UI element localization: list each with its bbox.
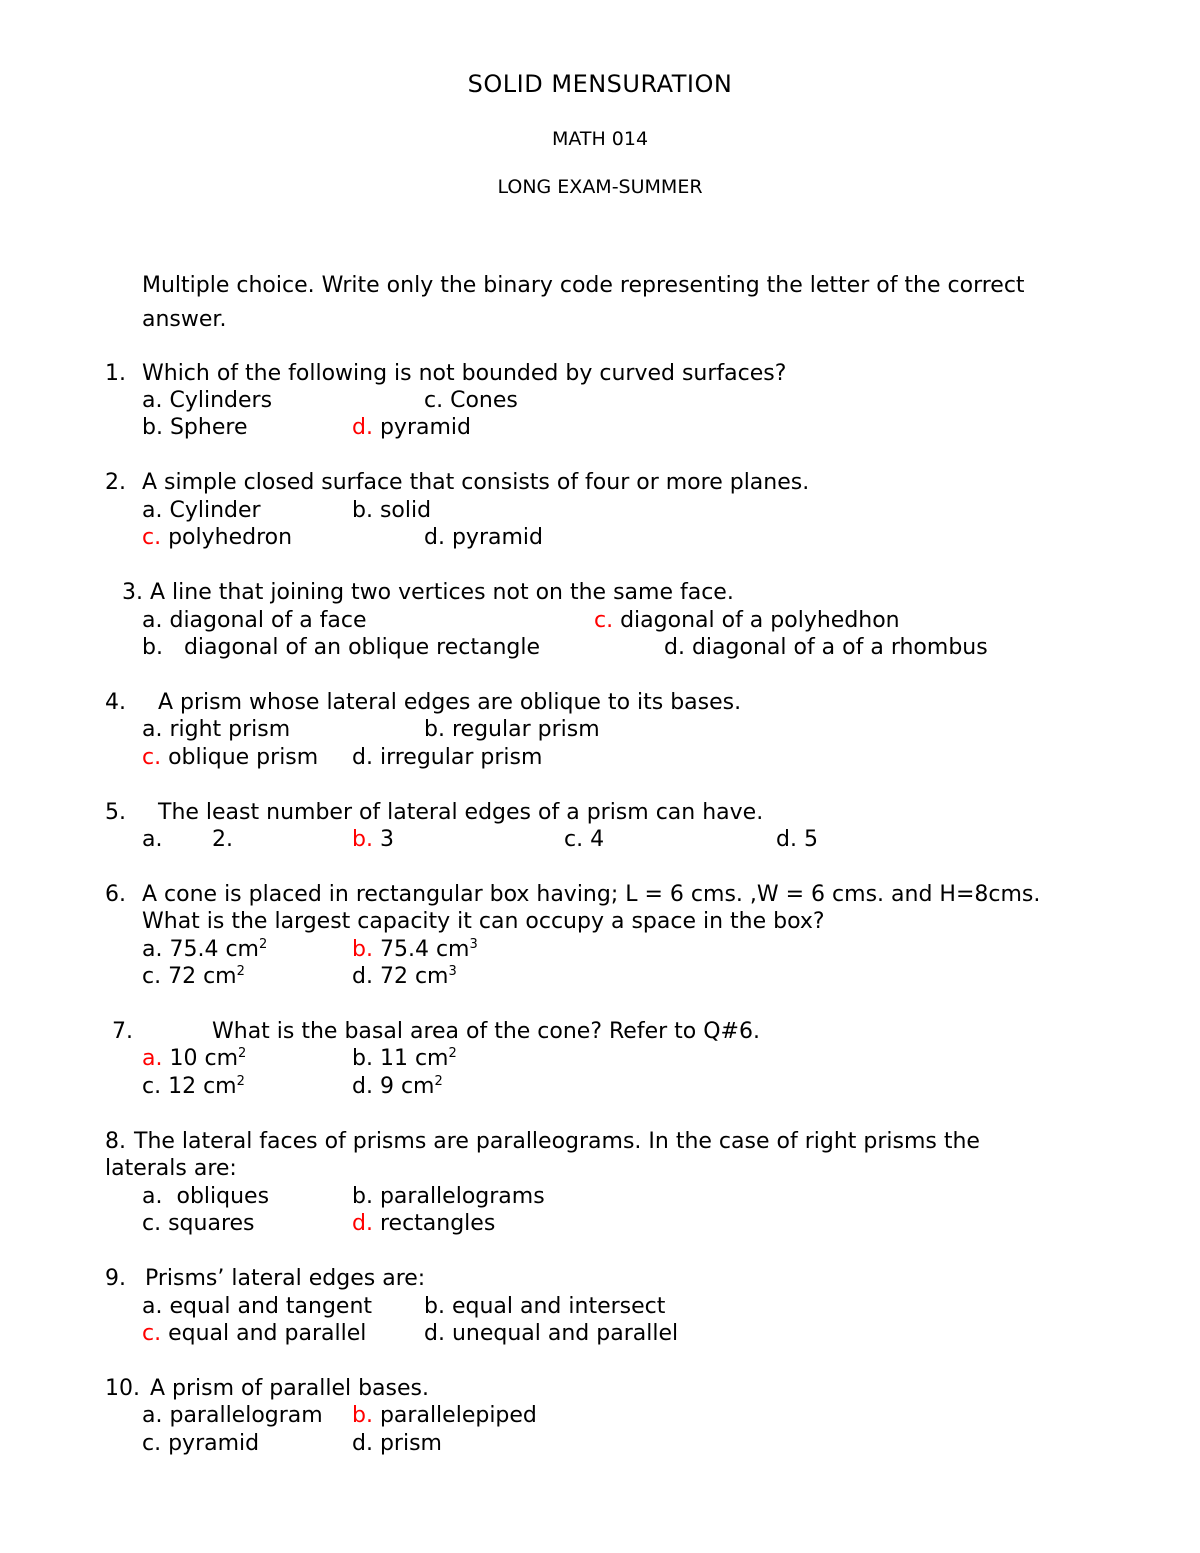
correct-answer-letter: b. [352, 1403, 373, 1428]
option-b [352, 936, 478, 963]
exponent: 2 [238, 1046, 247, 1061]
option-text: Cylinder [169, 498, 261, 523]
option-d [352, 1430, 442, 1457]
option-text: 3 [379, 827, 394, 852]
option-b [142, 634, 540, 661]
option-text: Cylinders [169, 388, 273, 413]
option-text: diagonal of an oblique rectangle [183, 635, 541, 660]
option-d [352, 744, 542, 771]
option-text: 10 cm [169, 1046, 238, 1071]
exam-name: LONG EXAM-SUMMER [497, 176, 703, 198]
question-number: 3. [122, 580, 143, 605]
question-text: A line that joining two vertices not on the same face. [150, 580, 734, 605]
option-text: irregular prism [379, 745, 543, 770]
option-c [594, 607, 900, 634]
option-b [424, 1293, 665, 1320]
option-c [142, 1210, 255, 1237]
option-c [142, 963, 245, 990]
option-letter: c. [424, 388, 444, 413]
option-letter: b. [142, 635, 163, 660]
option-letter: a. [142, 827, 163, 852]
exponent: 3 [448, 964, 457, 979]
option-d [352, 963, 457, 990]
option-text: equal and tangent [169, 1294, 373, 1319]
question-number: 7. [112, 1019, 133, 1044]
option-text: regular prism [451, 717, 600, 742]
question-number: 4. [105, 690, 126, 715]
option-c [564, 826, 604, 853]
option-a [142, 716, 290, 743]
question-number: 6. [105, 882, 126, 907]
option-letter: a. [142, 608, 163, 633]
exponent: 2 [236, 964, 245, 979]
option-text: prism [379, 1431, 442, 1456]
correct-answer-letter: b. [352, 937, 373, 962]
option-text: obliques [176, 1184, 270, 1209]
option-a [142, 1045, 246, 1072]
option-letter: b. [142, 415, 163, 440]
option-text: 12 cm [168, 1074, 237, 1099]
option-c [142, 1430, 259, 1457]
option-text: diagonal of a face [169, 608, 367, 633]
option-letter: b. [352, 1184, 373, 1209]
option-letter: c. [142, 1074, 162, 1099]
option-text: equal and intersect [451, 1294, 666, 1319]
option-letter: a. [142, 388, 163, 413]
option-text: 5 [803, 827, 818, 852]
option-b [424, 716, 600, 743]
option-b [352, 1402, 537, 1429]
option-a [142, 1402, 323, 1429]
question-text-cont: What is the largest capacity it can occupy a space in the box? [142, 909, 825, 934]
course-code: MATH 014 [551, 128, 649, 150]
option-d [352, 1073, 443, 1100]
question-text: Which of the following is not bounded by curved surfaces? [142, 361, 787, 386]
option-text: diagonal of a polyhedhon [620, 608, 900, 633]
option-text: pyramid [168, 1431, 260, 1456]
option-text: parallelograms [379, 1184, 545, 1209]
option-letter: c. [142, 964, 162, 989]
question-text: The least number of lateral edges of a prism can have. [158, 800, 764, 825]
option-text: parallelepiped [379, 1403, 537, 1428]
option-d [664, 634, 988, 661]
option-text: 9 cm [379, 1074, 435, 1099]
option-c [142, 744, 318, 771]
option-letter: b. [352, 498, 373, 523]
correct-answer-letter: b. [352, 827, 373, 852]
option-letter: d. [352, 1074, 373, 1099]
instructions-line-1: Multiple choice. Write only the binary code representing the letter of the correct [142, 273, 1025, 298]
option-text: Cones [450, 388, 518, 413]
option-a [142, 1293, 372, 1320]
option-c [142, 1320, 366, 1347]
option-d [776, 826, 818, 853]
option-b [142, 414, 247, 441]
option-text: pyramid [379, 415, 471, 440]
correct-answer-letter: c. [142, 525, 162, 550]
option-text: 72 cm [379, 964, 449, 989]
option-d [352, 414, 471, 441]
option-text: Sphere [169, 415, 248, 440]
correct-answer-letter: c. [594, 608, 614, 633]
option-text: unequal and parallel [451, 1321, 679, 1346]
option-letter: c. [564, 827, 584, 852]
option-d [352, 1210, 495, 1237]
option-text: polyhedron [168, 525, 293, 550]
option-letter: a. [142, 1294, 163, 1319]
correct-answer-letter: c. [142, 745, 162, 770]
option-letter: d. [424, 525, 445, 550]
option-d [424, 524, 543, 551]
exponent: 3 [469, 937, 478, 952]
option-letter: b. [352, 1046, 373, 1071]
option-text: 75.4 cm [169, 937, 259, 962]
option-letter: a. [142, 1184, 163, 1209]
question-text: A prism of parallel bases. [150, 1376, 429, 1401]
option-letter: c. [142, 1431, 162, 1456]
option-text: parallelogram [169, 1403, 323, 1428]
option-text: 11 cm [379, 1046, 449, 1071]
option-text: 72 cm [168, 964, 237, 989]
option-letter: d. [352, 1431, 373, 1456]
correct-answer-letter: c. [142, 1321, 162, 1346]
question-number: 1. [105, 361, 126, 386]
option-b [352, 1183, 545, 1210]
option-letter: d. [352, 745, 373, 770]
option-text: oblique prism [168, 745, 319, 770]
option-text: right prism [169, 717, 291, 742]
question-text: A cone is placed in rectangular box having; L = 6 cms. ,W = 6 cms. and H=8cms. [142, 882, 1041, 907]
option-letter: a. [142, 498, 163, 523]
option-text: pyramid [451, 525, 543, 550]
question-text-cont: laterals are: [105, 1156, 237, 1181]
question-number: 2. [105, 470, 126, 495]
question-number: 9. [105, 1266, 126, 1291]
instructions-line-2: answer. [142, 307, 227, 332]
question-text: What is the basal area of the cone? Refer to Q#6. [212, 1019, 760, 1044]
option-text: equal and parallel [168, 1321, 367, 1346]
option-letter: a. [142, 937, 163, 962]
option-b [352, 826, 394, 853]
question-number: 8. [105, 1129, 126, 1154]
option-c [142, 524, 292, 551]
option-letter: b. [424, 717, 445, 742]
question-text: Prisms’ lateral edges are: [145, 1266, 426, 1291]
option-a [142, 607, 367, 634]
question-number: 10. [105, 1376, 140, 1401]
option-text: solid [379, 498, 432, 523]
exponent: 2 [236, 1074, 245, 1089]
document-title: SOLID MENSURATION [467, 70, 733, 98]
option-text: 4 [590, 827, 605, 852]
option-text: squares [168, 1211, 255, 1236]
option-c [142, 1073, 245, 1100]
question-text: A prism whose lateral edges are oblique to its bases. [158, 690, 742, 715]
option-letter: a. [142, 1403, 163, 1428]
option-a [142, 1183, 269, 1210]
option-letter: a. [142, 717, 163, 742]
exponent: 2 [434, 1074, 443, 1089]
correct-answer-letter: d. [352, 415, 373, 440]
option-text: rectangles [379, 1211, 496, 1236]
option-c [424, 387, 518, 414]
option-d [424, 1320, 678, 1347]
option-a [142, 936, 267, 963]
exponent: 2 [448, 1046, 457, 1061]
exponent: 2 [259, 937, 268, 952]
option-b [352, 1045, 457, 1072]
option-a [142, 387, 272, 414]
option-letter: b. [424, 1294, 445, 1319]
question-text: A simple closed surface that consists of four or more planes. [142, 470, 810, 495]
option-a [142, 497, 261, 524]
option-a [142, 826, 162, 853]
option-letter: d. [352, 964, 373, 989]
option-letter: d. [424, 1321, 445, 1346]
option-text: diagonal of a of a rhombus [691, 635, 988, 660]
option-letter: c. [142, 1211, 162, 1236]
correct-answer-letter: a. [142, 1046, 163, 1071]
question-text: The lateral faces of prisms are paralleograms. In the case of right prisms the [134, 1129, 980, 1154]
correct-answer-letter: d. [352, 1211, 373, 1236]
option-letter: d. [664, 635, 685, 660]
option-text: 75.4 cm [379, 937, 470, 962]
option-letter: d. [776, 827, 797, 852]
option-b [352, 497, 431, 524]
option-a-text: 2. [212, 827, 233, 852]
question-number: 5. [105, 800, 126, 825]
